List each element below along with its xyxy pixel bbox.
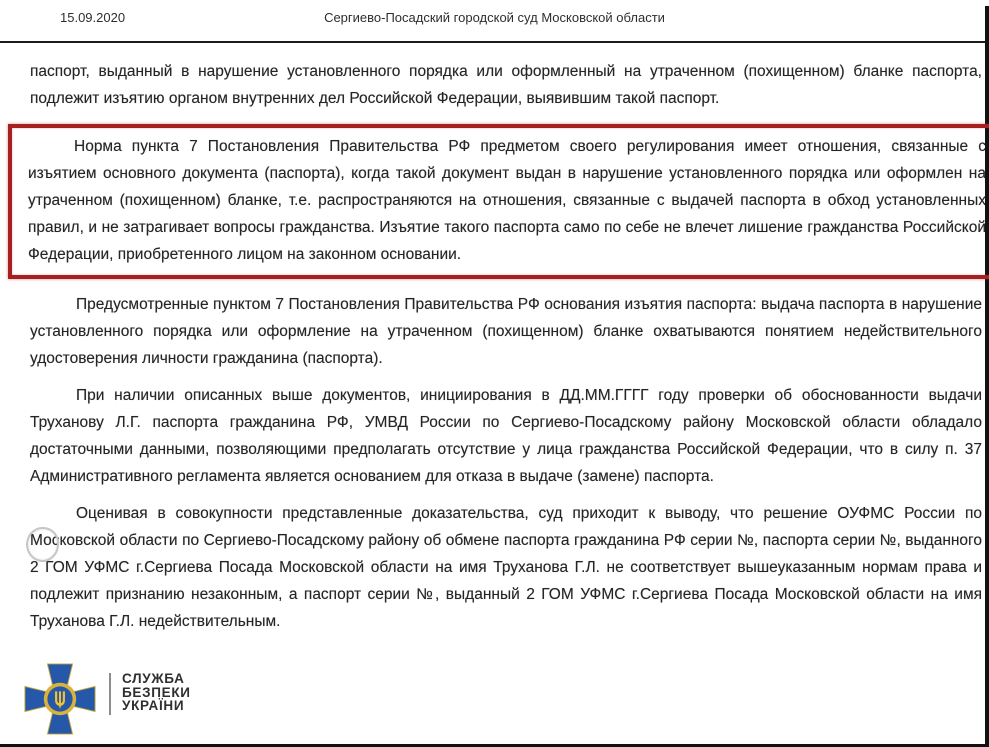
document-body: [0, 58, 989, 645]
print-header: [0, 7, 989, 31]
sbu-emblem-icon: [24, 663, 96, 735]
header-divider: [0, 41, 989, 43]
logo-text-line1: СЛУЖБА: [122, 671, 185, 686]
highlight-box: [8, 124, 989, 279]
paragraph-verification: При наличии описанных выше документов, инициирования в ДД.ММ.ГГГГ году проверки об обоснованности выдачи Труханову Л.Г. паспорта гражданина РФ, УМВД России по Сергиево-Посадскому району Московской области обладало достаточными данными, позволяющими предполагать отсутствие у лица гражданства Российской Федерации, что в силу п. 37 Административного регламента является основанием для отказа в выдаче (замене) паспорта.: [30, 387, 982, 485]
logo-text-line3: УКРАЇНИ: [122, 698, 185, 713]
logo-separator: [109, 673, 111, 715]
page-title: Сергиево-Посадский городской суд Московской области: [324, 10, 665, 25]
print-date: 15.09.2020: [60, 10, 126, 25]
logo-text-line2: БЕЗПЕКИ: [122, 684, 191, 700]
paragraph-highlighted-norm: Норма пункта 7 Постановления Правительства РФ предметом своего регулирования имеет отношения, связанные с изъятием основного документа (паспорта), когда такой документ выдан в нарушение установленного порядка или оформлен на утраченном (похищенном) бланке, т.е. распространяются на отношения, связанные с выдачей паспорта в обход установленных правил, и не затрагивает вопросы гражданства. Изъятие такого паспорта само по себе не влечет лишение гражданства Российской Федерации, приобретенного лицом на законном основании.: [28, 138, 986, 263]
paragraph-grounds: Предусмотренные пунктом 7 Постановления Правительства РФ основания изъятия паспорта: выдача паспорта в нарушение установленного порядка или оформление на утраченном (похищенном) бланке охватываются понятием недействительного удостоверения личности гражданина (паспорта).: [30, 296, 982, 367]
logo-text: [122, 672, 191, 713]
sbu-logo: [24, 663, 191, 739]
paragraph-court-conclusion: Оценивая в совокупности представленные доказательства, суд приходит к выводу, что решение ОУФМС России по Московской области по Сергиево-Посадскому району об обмене паспорта гражданина РФ серии №, паспорта серии №, выданного 2 ГОМ УФМС г.Сергиева Посада Московской области на имя Труханова Г.Л. не соответствует вышеуказанным нормам права и подлежит признанию незаконным, а паспорт серии №, выданный 2 ГОМ УФМС г.Сергиева Посада Московской области на имя Труханова Г.Л. недействительным.: [30, 505, 982, 630]
paragraph-passport-seizure: паспорт, выданный в нарушение установленного порядка или оформленный на утраченном (похищенном) бланке паспорта, подлежит изъятию органом внутренних дел Российской Федерации, выявившим такой паспорт.: [30, 63, 982, 107]
